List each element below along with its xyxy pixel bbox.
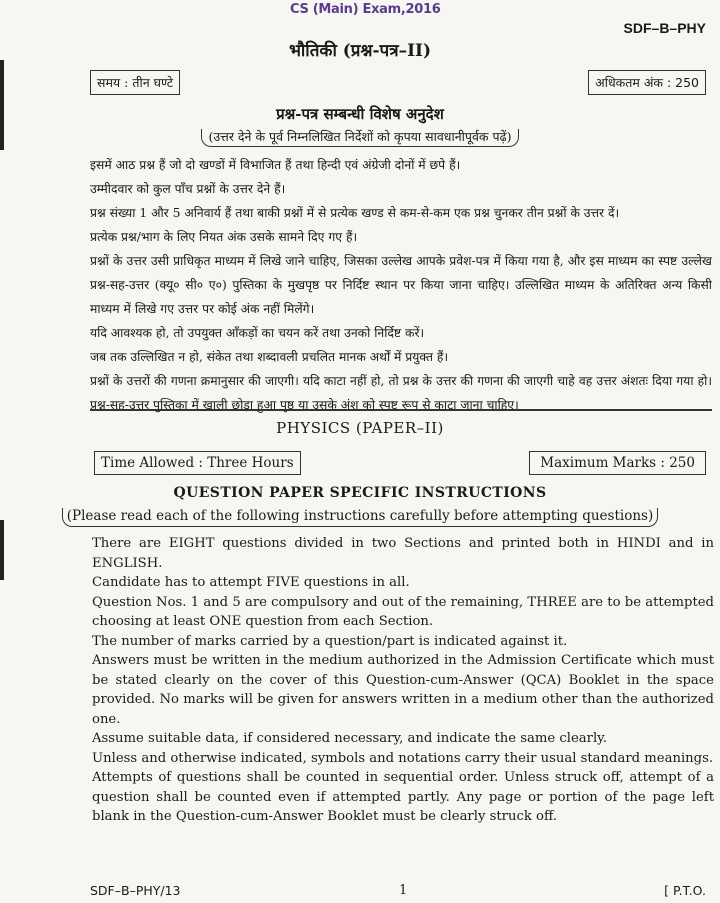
- hindi-instructions-heading: प्रश्न-पत्र सम्बन्धी विशेष अनुदेश: [276, 105, 444, 123]
- hindi-max-marks-box: अधिकतम अंक : 250: [588, 70, 706, 95]
- english-instructions-subheading: (Please read each of the following instructions carefully before attempting questions): [0, 508, 720, 524]
- hindi-instruction-item: प्रश्न संख्या 1 और 5 अनिवार्य हैं तथा बाकी प्रश्नों में से प्रत्येक खण्ड से कम-से-कम एक प्रश्न चुनकर तीन प्रश्नों के उत्तर दें।: [90, 206, 620, 220]
- hindi-instructions-list: [90, 153, 712, 417]
- english-instruction-item: Assume suitable data, if considered necessary, and indicate the same clearly.: [92, 731, 608, 746]
- section-divider: [90, 409, 712, 411]
- english-instruction-item: Unless and otherwise indicated, symbols and notations carry their usual standard meanings.: [92, 750, 714, 766]
- english-instruction-item: Answers must be written in the medium authorized in the Admission Certificate which must be stated clearly on the cover of this Question-cum-Answer (QCA) Booklet in the space provided. No marks will be given for answers written in a medium other than the authorized one.: [92, 653, 714, 727]
- hindi-instruction-item: प्रश्नों के उत्तरों की गणना क्रमानुसार की जाएगी। यदि काटा नहीं हो, तो प्रश्न के उत्तर की गणना की जाएगी चाहे वह उत्तर अंशतः दिया गया हो। प्रश्न-सह-उत्तर पुस्तिका में खाली छोड़ा हुआ पृष्ठ या उसके अंश को स्पष्ट रूप से काटा जाना चाहिए।: [90, 374, 712, 412]
- english-instruction-item: There are EIGHT questions divided in two Sections and printed both in HINDI and in ENGLISH.: [92, 536, 714, 571]
- english-instruction-item: Attempts of questions shall be counted in sequential order. Unless struck off, attempt of a question shall be counted even if attempted partly. Any page or portion of the page left blank in the Question-cum-Answer Booklet must be clearly struck off.: [92, 770, 714, 824]
- english-instructions-list: [92, 534, 714, 827]
- english-instruction-item: Question Nos. 1 and 5 are compulsory and out of the remaining, THREE are to be attempted choosing at least ONE question from each Section.: [92, 594, 714, 629]
- watermark-stamp: CS (Main) Exam,2016: [290, 2, 441, 17]
- binding-mark: [0, 520, 4, 580]
- english-paper-title: PHYSICS (PAPER–II): [276, 419, 444, 437]
- english-instruction-item: Candidate has to attempt FIVE questions in all.: [92, 575, 410, 590]
- hindi-instruction-item: जब तक उल्लिखित न हो, संकेत तथा शब्दावली प्रचलित मानक अर्थों में प्रयुक्त हैं।: [90, 350, 449, 364]
- footer-paper-code: SDF–B–PHY/13: [90, 883, 181, 898]
- hindi-instruction-item: उम्मीदवार को कुल पाँच प्रश्नों के उत्तर देने हैं।: [90, 182, 286, 196]
- time-allowed-box: Time Allowed : Three Hours: [94, 451, 301, 475]
- english-instruction-item: The number of marks carried by a question/part is indicated against it.: [92, 633, 568, 649]
- hindi-paper-title: भौतिकी (प्रश्न-पत्र–II): [288, 41, 432, 61]
- maximum-marks-box: Maximum Marks : 250: [529, 451, 706, 475]
- hindi-instruction-item: प्रत्येक प्रश्न/भाग के लिए नियत अंक उसके सामने दिए गए हैं।: [90, 230, 358, 244]
- paper-code: SDF–B–PHY: [623, 20, 706, 36]
- page-number: 1: [399, 883, 408, 898]
- hindi-instruction-item: यदि आवश्यक हो, तो उपयुक्त आँकड़ों का चयन करें तथा उनको निर्दिष्ट करें।: [90, 326, 425, 340]
- hindi-time-box: समय : तीन घण्टे: [90, 70, 180, 95]
- hindi-instruction-item: इसमें आठ प्रश्न हैं जो दो खण्डों में विभाजित हैं तथा हिन्दी एवं अंग्रेजी दोनों में छपे हैं।: [90, 158, 461, 172]
- please-turn-over: [ P.T.O.: [664, 883, 706, 898]
- hindi-instructions-subheading: (उत्तर देने के पूर्व निम्नलिखित निर्देशों को कृपया सावधानीपूर्वक पढ़ें): [0, 128, 720, 145]
- english-instructions-heading: QUESTION PAPER SPECIFIC INSTRUCTIONS: [173, 485, 547, 501]
- hindi-instruction-item: प्रश्नों के उत्तर उसी प्राधिकृत माध्यम में लिखे जाने चाहिए, जिसका उल्लेख आपके प्रवेश-पत्र में किया गया है, और इस माध्यम का स्पष्ट उल्लेख प्रश्न-सह-उत्तर (क्यू० सी० ए०) पुस्तिका के मुखपृष्ठ पर निर्दिष्ट स्थान पर किया जाना चाहिए। उल्लिखित माध्यम के अतिरिक्त अन्य किसी माध्यम में लिखे गए उत्तर पर कोई अंक नहीं मिलेंगे।: [90, 254, 712, 316]
